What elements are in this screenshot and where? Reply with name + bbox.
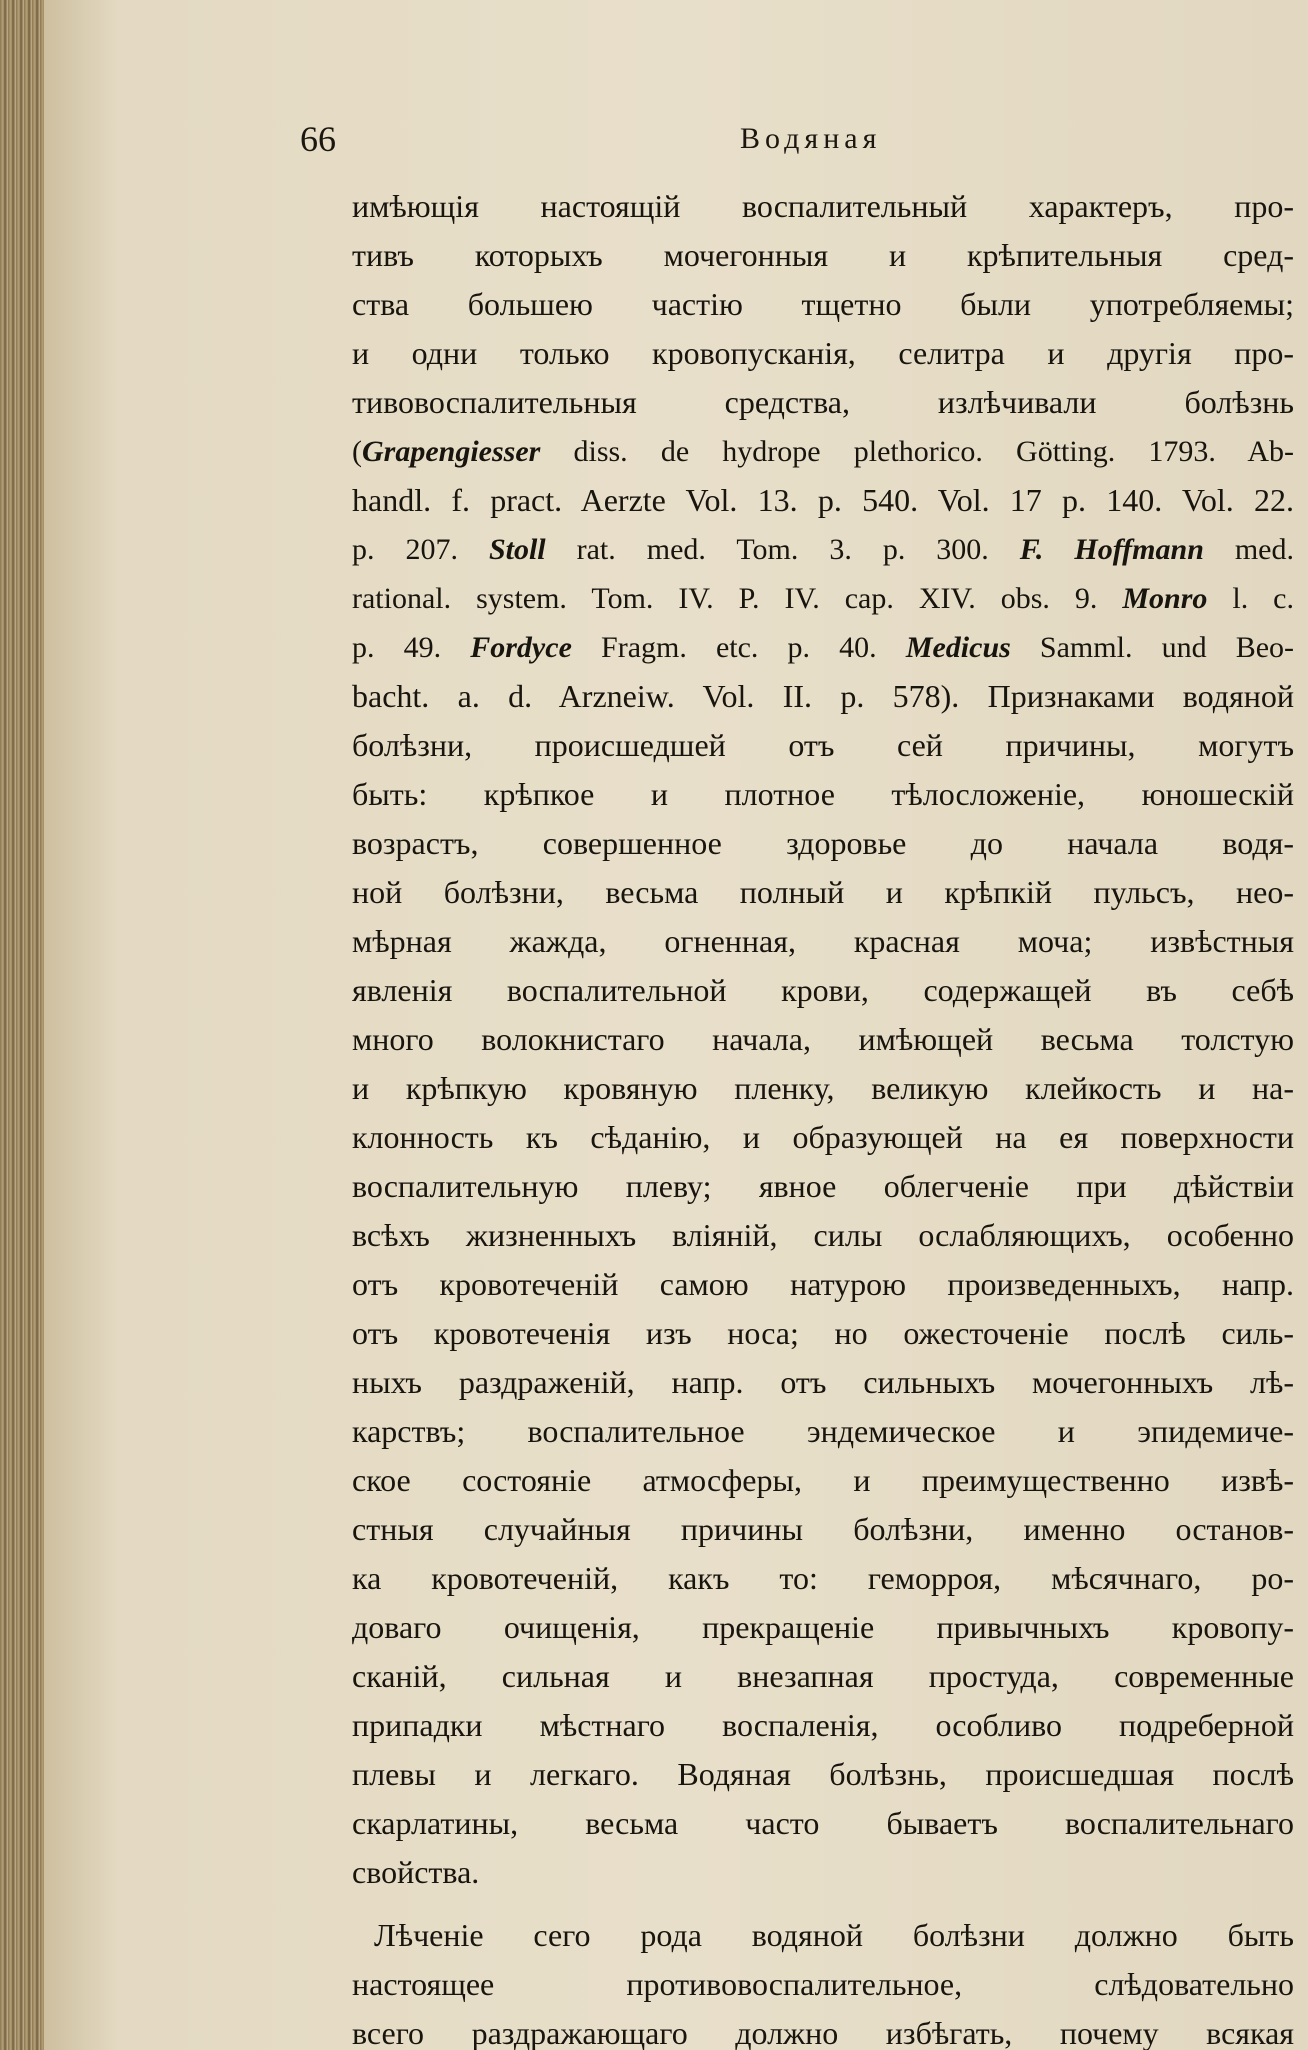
text-line: и одни только кровопусканія, селитра и другія про- — [352, 335, 1294, 371]
text-line: ства большею частію тщетно были употребляемы; — [352, 286, 1294, 322]
text-line: отъ кровотеченія изъ носа; но ожесточеніе послѣ силь- — [352, 1315, 1294, 1351]
text-line: тивъ которыхъ мочегонныя и крѣпительныя сред- — [352, 237, 1294, 273]
text-line: handl. f. pract. Aerzte Vol. 13. p. 540. Vol. 17 p. 140. Vol. 22. — [352, 482, 1294, 518]
text-line: ныхъ раздраженій, напр. отъ сильныхъ мочегонныхъ лѣ- — [352, 1364, 1294, 1400]
text-line: карствъ; воспалительное эндемическое и эпидемиче- — [352, 1413, 1294, 1449]
text-line: и крѣпкую кровяную пленку, великую клейкость и на- — [352, 1070, 1294, 1106]
text-segment: Fragm. etc. p. 40. — [571, 631, 906, 664]
author-name: Medicus — [905, 631, 1011, 664]
text-line: много волокнистаго начала, имѣющей весьма толстую — [352, 1021, 1294, 1057]
author-name: F. Hoffmann — [1019, 533, 1204, 566]
author-name: Grapengiesser — [362, 435, 541, 468]
running-head: Водяная — [740, 122, 882, 155]
body-text — [352, 182, 1294, 2050]
text-line: отъ кровотеченій самою натурою произведенныхъ, напр. — [352, 1266, 1294, 1302]
text-line: всѣхъ жизненныхъ вліяній, силы ослабляющихъ, особенно — [352, 1217, 1294, 1253]
text-line: воспалительную плеву; явное облегченіе при дѣйствіи — [352, 1168, 1294, 1204]
text-segment: Samml. und Beo- — [1010, 631, 1294, 664]
text-line: имѣющія настоящій воспалительный характеръ, про- — [352, 188, 1294, 224]
text-segment: ( — [352, 435, 362, 468]
author-name: Monro — [1122, 582, 1208, 615]
text-segment: rational. system. Tom. IV. P. IV. cap. XIV. obs. 9. — [352, 582, 1123, 615]
text-line: явленія воспалительной крови, содержащей въ себѣ — [352, 972, 1294, 1008]
text-segment: rat. med. Tom. 3. p. 300. — [545, 533, 1020, 566]
text-line: настоящее противовоспалительное, слѣдовательно — [352, 1966, 1294, 2002]
author-name: Fordyce — [470, 631, 572, 664]
text-segment: med. — [1203, 533, 1294, 566]
text-segment: p. 207. — [352, 533, 489, 566]
text-line: bacht. a. d. Arzneiw. Vol. II. p. 578). Признаками водяной — [352, 678, 1294, 714]
text-line: возрастъ, совершенное здоровье до начала водя- — [352, 825, 1294, 861]
text-line: свойства. — [352, 1854, 480, 1890]
text-line: ское состояніе атмосферы, и преимущественно извѣ- — [352, 1462, 1294, 1498]
page-number: 66 — [300, 119, 336, 159]
page-header — [300, 118, 920, 178]
text-line: тивовоспалительныя средства, излѣчивали болѣзнь — [352, 384, 1294, 420]
text-line: клонность къ сѣданію, и образующей на ея поверхности — [352, 1119, 1294, 1155]
text-line — [352, 623, 1294, 672]
text-line: быть: крѣпкое и плотное тѣлосложеніе, юношескій — [352, 776, 1294, 812]
text-segment: p. 49. — [352, 631, 471, 664]
text-line: плевы и легкаго. Водяная болѣзнь, происшедшая послѣ — [352, 1756, 1294, 1792]
text-line: сканій, сильная и внезапная простуда, современные — [352, 1658, 1294, 1694]
text-line: скарлатины, весьма часто бываетъ воспалительнаго — [352, 1805, 1294, 1841]
text-line — [352, 574, 1294, 623]
text-line: Лѣченіе сего рода водяной болѣзни должно быть — [374, 1917, 1294, 1953]
text-segment: l. c. — [1207, 582, 1294, 615]
text-line: стныя случайныя причины болѣзни, именно останов- — [352, 1511, 1294, 1547]
text-line: ка кровотеченій, какъ то: геморроя, мѣсячнаго, ро- — [352, 1560, 1294, 1596]
text-segment: diss. de hydrope plethorico. Götting. 1793. Ab- — [540, 435, 1294, 468]
text-line: ной болѣзни, весьма полный и крѣпкій пульсъ, нео- — [352, 874, 1294, 910]
text-line — [352, 427, 1294, 476]
text-line — [352, 525, 1294, 574]
text-line: мѣрная жажда, огненная, красная моча; извѣстныя — [352, 923, 1294, 959]
author-name: Stoll — [488, 533, 546, 566]
text-line: болѣзни, происшедшей отъ сей причины, могутъ — [352, 727, 1294, 763]
text-line: доваго очищенія, прекращеніе привычныхъ кровопу- — [352, 1609, 1294, 1645]
book-spine-edge — [0, 0, 44, 2050]
text-line: всего раздражающаго должно избѣгать, почему всякая — [352, 2015, 1294, 2050]
text-line: припадки мѣстнаго воспаленія, особливо подреберной — [352, 1707, 1294, 1743]
